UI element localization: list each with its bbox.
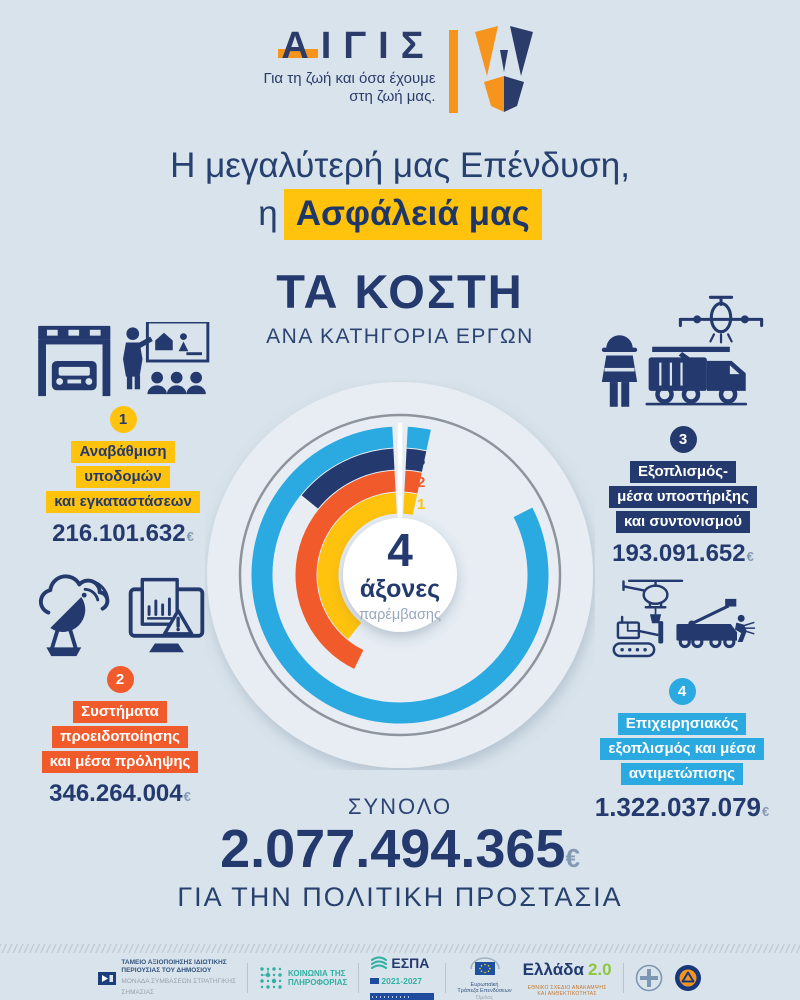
category-1-euro-sign: € <box>186 529 194 544</box>
title-prefix: η <box>258 194 278 233</box>
category-3-line3: και συντονισμού <box>616 511 750 533</box>
helicopter-icon <box>624 581 682 623</box>
category-3-line1: Εξοπλισμός- <box>630 461 736 483</box>
category-2-number-badge: 2 <box>107 666 134 693</box>
footer-divider <box>445 963 446 993</box>
footer-logos <box>0 956 800 1000</box>
center-sublabel: παρέμβασης <box>359 606 441 623</box>
eib-line2: Τράπεζα Επενδύσεων <box>457 988 512 995</box>
firefighter-icon <box>601 335 636 407</box>
ellada-sub1: ΕΘΝΙΚΟ ΣΧΕΔΙΟ ΑΝΑΚΑΜΨΗΣ <box>527 984 607 991</box>
category-2 <box>20 568 220 808</box>
espa-years: 2021-2027 <box>381 975 423 986</box>
center-label: άξονες <box>359 574 441 603</box>
category-1 <box>28 322 218 548</box>
ktp-line2: ΠΛΗΡΟΦΟΡΙΑΣ <box>287 978 348 987</box>
ellada-logo <box>523 960 612 997</box>
ring-number-label-4: 4 <box>417 430 426 447</box>
footer-divider <box>623 963 624 993</box>
ellada-version: 2.0 <box>587 959 612 979</box>
eib-logo <box>457 955 511 1000</box>
taiped-line1: ΤΑΜΕΙΟ ΑΞΙΟΠΟΙΗΣΗΣ ΙΔΙΩΤΙΚΗΣ <box>121 959 227 966</box>
category-3-euro-sign: € <box>746 549 754 564</box>
total-label: ΣΥΝΟΛΟ <box>347 794 453 819</box>
category-4-amount-value: 1.322.037.079 <box>594 792 762 822</box>
category-2-icons <box>28 568 213 660</box>
category-2-line2: προειδοποίησης <box>52 726 188 748</box>
category-1-icons <box>36 322 211 400</box>
chart-center-badge <box>335 524 465 623</box>
costs-title: ΤΑ ΚΟΣΤΗ <box>276 265 524 318</box>
ring-number-label-1: 1 <box>417 496 426 513</box>
ring-number-label-3: 3 <box>417 452 426 469</box>
main-title-line2 <box>0 194 800 234</box>
category-1-label <box>28 439 218 514</box>
total-caption: ΓΙΑ ΤΗΝ ΠΟΛΙΤΙΚΗ ΠΡΟΣΤΑΣΙΑ <box>177 882 623 912</box>
category-2-line1: Συστήματα <box>73 701 167 723</box>
category-3-label <box>583 459 783 534</box>
tagline-line2: στη ζωή μας. <box>349 88 436 105</box>
espa-logo <box>370 956 434 1000</box>
category-4-line1: Επιχειρησιακός <box>618 713 747 735</box>
category-2-label <box>20 699 220 774</box>
category-1-line2: υποδομών <box>76 466 169 488</box>
ellada-name: Ελλάδα <box>522 959 584 979</box>
training-icon <box>123 322 208 394</box>
category-4-number-badge: 4 <box>669 678 696 705</box>
fire-station-icon <box>38 326 110 396</box>
category-1-amount <box>28 520 218 548</box>
category-4-euro-sign: € <box>762 804 770 819</box>
ktp-line1: ΚΟΙΝΩΝΙΑ ΤΗΣ <box>287 969 346 978</box>
civil-protection-emblem-icon <box>674 964 702 992</box>
aigis-emblem-icon <box>471 26 537 112</box>
ring-number-label-2: 2 <box>417 474 426 491</box>
main-title-line1: Η μεγαλύτερή μας Επένδυση, <box>170 146 630 185</box>
category-1-amount-value: 216.101.632 <box>52 520 186 547</box>
espa-name: ΕΣΠΑ <box>391 955 430 971</box>
taiped-logo <box>98 959 236 997</box>
taiped-line3: ΜΟΝΑΔΑ ΣΥΜΒΑΣΕΩΝ ΣΤΡΑΤΗΓΙΚΗΣ <box>121 978 236 985</box>
category-4-line2: εξοπλισμός και μέσα <box>600 738 763 760</box>
category-2-amount-value: 346.264.004 <box>49 780 183 807</box>
ktp-logo <box>259 966 347 990</box>
eib-line3: Όμιλος <box>476 994 494 1000</box>
category-3 <box>583 292 783 568</box>
aigis-tagline <box>263 70 435 106</box>
tagline-line1: Για τη ζωή και όσα έχουμε <box>263 70 436 87</box>
total-amount <box>0 818 800 880</box>
aigis-logo <box>0 26 800 113</box>
fire-truck-icon <box>646 347 745 404</box>
greek-government-emblem-icon <box>635 964 663 992</box>
firefighting-plane-icon <box>680 297 761 342</box>
category-3-amount <box>583 540 783 568</box>
center-value: 4 <box>387 524 413 577</box>
arc-stub-axis-1 <box>404 503 415 504</box>
category-1-line3: και εγκαταστάσεων <box>46 491 200 513</box>
category-3-number-badge: 3 <box>670 426 697 453</box>
category-3-icons <box>586 292 781 420</box>
espa-waves-icon <box>370 956 388 971</box>
category-1-number-badge: 1 <box>110 406 137 433</box>
category-4-icons <box>577 578 787 672</box>
category-3-line2: μέσα υποστήριξης <box>609 486 757 508</box>
radial-cost-chart <box>205 380 595 770</box>
taiped-line2: ΠΕΡΙΟΥΣΙΑΣ ΤΟΥ ΔΗΜΟΣΙΟΥ <box>121 967 212 974</box>
alert-monitor-icon <box>130 580 202 653</box>
footer-divider <box>358 963 359 993</box>
ladder-truck-icon <box>676 599 737 647</box>
aigis-wordmark: ΑΙΓΙΣ <box>281 25 436 67</box>
eu-flag-icon <box>467 955 503 977</box>
ktp-dots-icon <box>259 966 283 990</box>
espa-banner <box>370 993 434 1000</box>
category-2-line3: και μέσα πρόληψης <box>42 751 199 773</box>
category-4-line3: αντιμετώπισης <box>621 763 743 785</box>
total-euro-sign: € <box>565 843 580 873</box>
footer-divider <box>247 963 248 993</box>
total-amount-value: 2.077.494.365 <box>220 819 566 879</box>
eib-line1: Ευρωπαϊκή <box>470 981 499 988</box>
category-1-line1: Αναβάθμιση <box>71 441 174 463</box>
fireman-hose-icon <box>735 615 754 642</box>
title-highlight: Ασφάλειά μας <box>284 189 542 240</box>
costs-subtitle: ΑΝΑ ΚΑΤΗΓΟΡΙΑ ΕΡΓΩΝ <box>266 325 534 348</box>
divider-stripes <box>0 944 800 953</box>
category-3-amount-value: 193.091.652 <box>612 540 746 567</box>
category-4 <box>576 578 788 823</box>
taiped-line4: ΣΗΜΑΣΙΑΣ <box>121 989 155 996</box>
category-2-euro-sign: € <box>183 789 191 804</box>
ellada-sub2: ΚΑΙ ΑΝΘΕΚΤΙΚΟΤΗΤΑΣ <box>537 990 597 997</box>
aigis-logo-text <box>263 26 435 106</box>
taiped-icon <box>98 972 116 985</box>
category-4-label <box>576 711 788 786</box>
espa-flag-icon <box>370 978 379 984</box>
logo-divider-bar <box>449 30 458 113</box>
